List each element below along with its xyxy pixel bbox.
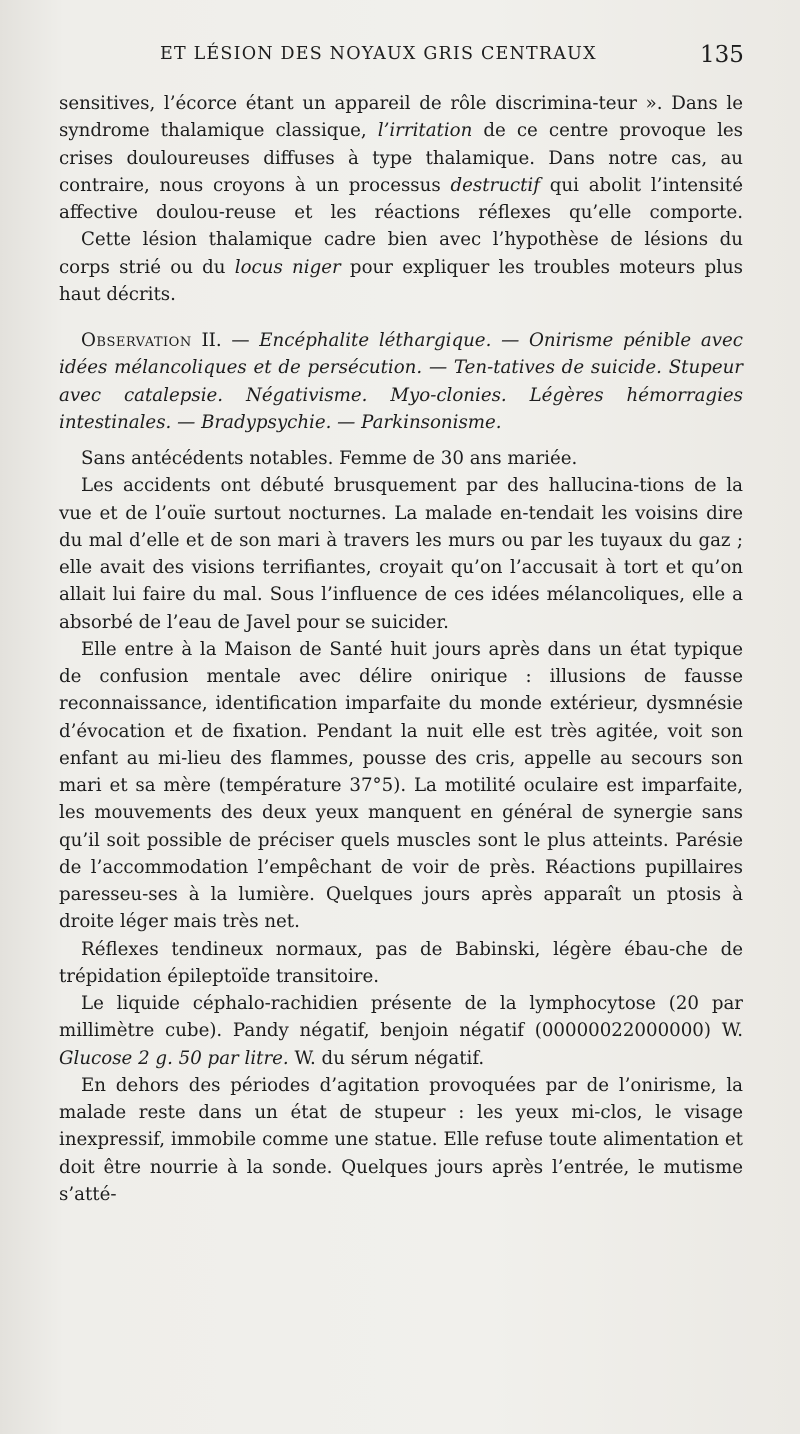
observation-heading: Observation II. — Encéphalite léthargique. — Onirisme pénible avec idées mélancoliques et de persécution. — Ten-tatives de suicide. Stupeur avec catalepsie. Négativisme. Myo-clonies. Légères hémorragies intestinales. — Bradypsychie. — Parkinsonisme. <box>59 330 743 433</box>
paragraph-csf: Le liquide céphalo-rachidien présente de la lymphocytose (20 par millimètre cube). Pandy négatif, benjoin négatif (00000022000000) W. Glucose 2 g. 50 par litre. W. du sérum négatif. <box>59 993 743 1069</box>
paragraph-thalamic-lesion: Cette lésion thalamique cadre bien avec l’hypothèse de lésions du corps strié ou du locus niger pour expliquer les troubles moteurs plus haut décrits. <box>59 229 743 305</box>
page-body <box>59 90 743 1208</box>
paragraph-onset: Les accidents ont débuté brusquement par des hallucina-tions de la vue et de l’ouïe surtout nocturnes. La malade en-tendait les voisins dire du mal d’elle et de son mari à travers les murs ou par les tuyaux du gaz ; elle avait des visions terrifiantes, croyait qu’on l’accusait à tort et qu’on allait lui faire du mal. Sous l’influence de ces idées mélancoliques, elle a absorbé de l’eau de Javel pour se suicider. <box>59 475 743 633</box>
paragraph-history: Sans antécédents notables. Femme de 30 ans mariée. <box>81 448 578 469</box>
paragraph-admission: Elle entre à la Maison de Santé huit jours après dans un état typique de confusion mentale avec délire onirique : illusions de fausse reconnaissance, identification imparfaite du monde extérieur, dysmnésie d’évocation et de fixation. Pendant la nuit elle est très agitée, voit son enfant au mi-lieu des flammes, pousse des cris, appelle au secours son mari et sa mère (température 37°5). La motilité oculaire est imparfaite, les mouvements des deux yeux manquent en général de synergie sans qu’il soit possible de préciser quels muscles sont le plus atteints. Parésie de l’accommodation l’empêchant de voir de près. Réactions pupillaires paresseu-ses à la lumière. Quelques jours après apparaît un ptosis à droite léger mais très net. <box>59 638 743 933</box>
observation-label: Observation <box>81 330 192 351</box>
observation-title: Encéphalite léthargique. — Onirisme pénible avec idées mélancoliques et de persécution. — Ten-tatives de suicide. Stupeur avec catalepsie. Négativisme. Myo-clonies. Légères hémorragies intestinales. — Bradypsychie. — Parkinsonisme. <box>59 330 743 433</box>
paragraph-thalamic-syndrome: sensitives, l’écorce étant un appareil de rôle discrimina-teur ». Dans le syndrome thalamique classique, l’irritation de ce centre provoque les crises douloureuses diffuses à type thalamique. Dans notre cas, au contraire, nous croyons à un processus destructif qui abolit l’intensité affective doulou-reuse et les réactions réflexes qu’elle comporte. <box>59 93 743 223</box>
page-header <box>0 44 800 76</box>
page-number: 135 <box>700 42 744 68</box>
paragraph-reflexes: Réflexes tendineux normaux, pas de Babinski, légère ébau-che de trépidation épileptoïde transitoire. <box>59 938 743 987</box>
paragraph-stupor: En dehors des périodes d’agitation provoquées par de l’onirisme, la malade reste dans un état de stupeur : les yeux mi-clos, le visage inexpressif, immobile comme une statue. Elle refuse toute alimentation et doit être nourrie à la sonde. Quelques jours après l’entrée, le mutisme s’atté- <box>59 1074 743 1205</box>
running-head: ET LÉSION DES NOYAUX GRIS CENTRAUX <box>160 44 597 64</box>
